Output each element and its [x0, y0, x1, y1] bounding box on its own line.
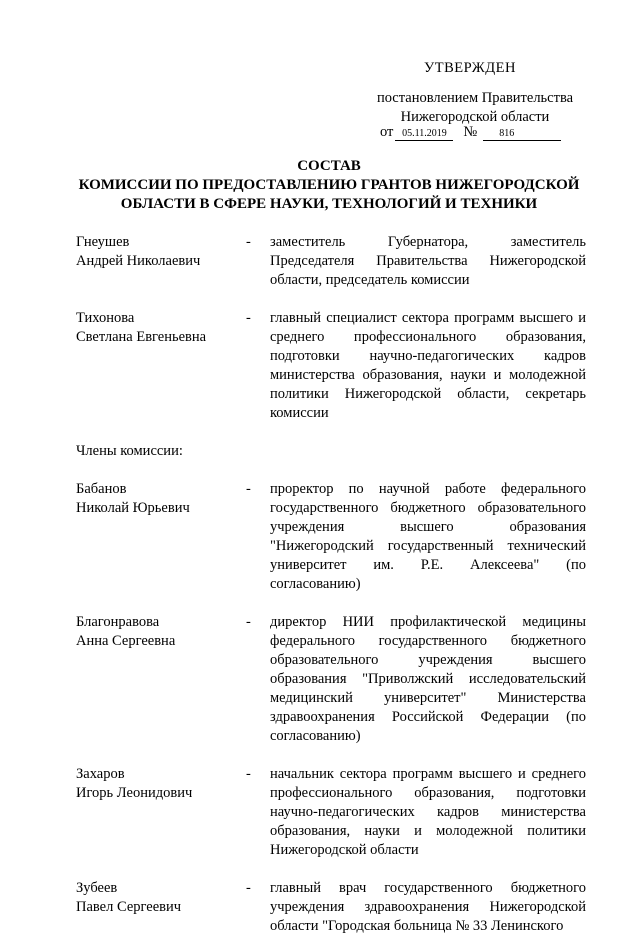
member-row — [76, 613, 586, 746]
title-line-2: КОМИССИИ ПО ПРЕДОСТАВЛЕНИЮ ГРАНТОВ НИЖЕГОРОДСКОЙ — [78, 177, 580, 193]
member-name — [76, 480, 236, 518]
member-row — [76, 480, 586, 594]
member-name — [76, 613, 236, 651]
member-surname: Гнеушев — [76, 234, 130, 250]
decree-date-number — [380, 124, 580, 141]
member-dash: - — [246, 880, 251, 896]
member-name — [76, 233, 236, 271]
member-role: главный специалист сектора программ высшего и среднего профессионального образования, подготовки научно-педагогических кадров министерства образования, науки и молодежной политики Нижегородской области, секретарь комиссии — [270, 310, 586, 421]
decree-number: 816 — [483, 128, 561, 141]
member-given-name: Анна Сергеевна — [76, 633, 176, 649]
decree-reference — [370, 89, 580, 127]
members-section-label: Члены комиссии: — [76, 443, 183, 459]
member-given-name: Андрей Николаевич — [76, 253, 201, 269]
member-dash: - — [246, 481, 251, 497]
member-dash: - — [246, 766, 251, 782]
member-row — [76, 309, 586, 423]
decree-line-2: Нижегородской области — [400, 109, 550, 125]
title-line-1: СОСТАВ — [297, 158, 361, 174]
member-surname: Бабанов — [76, 481, 127, 497]
member-role: заместитель Губернатора, заместитель Председателя Правительства Нижегородской области, председатель комиссии — [270, 234, 586, 288]
member-row — [76, 879, 586, 936]
member-surname: Благонравова — [76, 614, 160, 630]
member-given-name: Николай Юрьевич — [76, 500, 190, 516]
approved-stamp: УТВЕРЖДЕН — [424, 60, 516, 76]
decree-line-1: постановлением Правительства — [376, 90, 574, 106]
member-dash: - — [246, 310, 251, 326]
number-sign: № — [463, 124, 478, 140]
member-surname: Захаров — [76, 766, 125, 782]
member-surname: Зубеев — [76, 880, 118, 896]
member-given-name: Павел Сергеевич — [76, 899, 182, 915]
member-surname: Тихонова — [76, 310, 135, 326]
member-given-name: Игорь Леонидович — [76, 785, 193, 801]
decree-date: 05.11.2019 — [395, 128, 453, 141]
member-role: директор НИИ профилактической медицины федерального государственного бюджетного образовательного учреждения высшего образования "Приволжский исследовательский медицинский университет" Министерства здравоохранения Российской Федерации (по согласованию) — [270, 614, 586, 744]
member-given-name: Светлана Евгеньевна — [76, 329, 207, 345]
member-name — [76, 309, 236, 347]
date-prefix: от — [380, 124, 394, 140]
member-name — [76, 879, 236, 917]
commission-list — [76, 233, 586, 936]
document-title — [64, 157, 594, 214]
member-name — [76, 765, 236, 803]
member-row — [76, 233, 586, 290]
member-role: начальник сектора программ высшего и среднего профессионального образования, подготовки научно-педагогических кадров министерства образования, науки и молодежной политики Нижегородской области — [270, 766, 586, 858]
member-dash: - — [246, 614, 251, 630]
member-row — [76, 765, 586, 860]
member-dash: - — [246, 234, 251, 250]
title-line-3: ОБЛАСТИ В СФЕРЕ НАУКИ, ТЕХНОЛОГИЙ И ТЕХНИКИ — [120, 196, 538, 212]
member-role: главный врач государственного бюджетного учреждения здравоохранения Нижегородской области "Городская больница № 33 Ленинского — [270, 880, 586, 934]
member-role: проректор по научной работе федерального государственного бюджетного образовательного учреждения высшего образования "Нижегородский государственный технический университет им. Р.Е. Алексеева" (по согласованию) — [270, 481, 586, 592]
